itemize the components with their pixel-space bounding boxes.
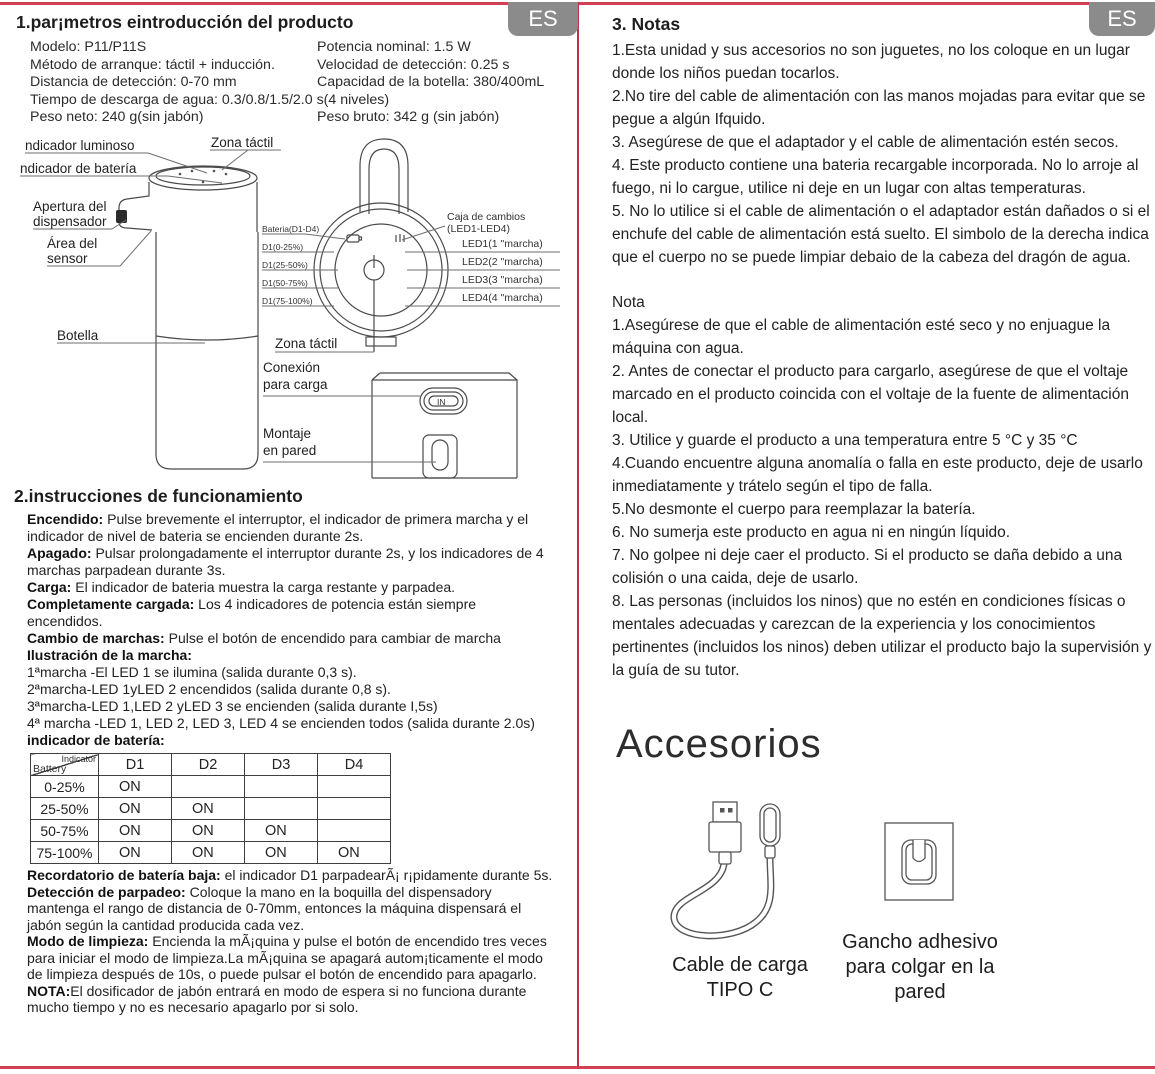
label-conexion-2: para carga bbox=[263, 377, 328, 392]
nota-item: 3. Asegúrese de que el adaptador y el cable de alimentación estén secos. bbox=[612, 134, 1119, 151]
spec-row bbox=[30, 74, 570, 92]
row-label: 75-100% bbox=[31, 842, 99, 864]
label-caja-2: (LED1-LED4) bbox=[447, 223, 511, 235]
instruction-lead: Apagado: bbox=[27, 545, 92, 561]
instruction-text: Pulsar prolongadamente el interruptor durante 2s, y los indicadores de 4 marchas parpadean durante 3s. bbox=[27, 545, 544, 578]
nota-item: 6. No sumerja este producto en agua ni en ningún líquido. bbox=[612, 524, 1011, 541]
table-row bbox=[31, 842, 391, 864]
language-tab-right: ES bbox=[1089, 2, 1155, 36]
label-d1-50-75: D1(50-75%) bbox=[262, 278, 308, 288]
note-modo-limpieza bbox=[27, 933, 554, 983]
cell-value bbox=[318, 776, 391, 798]
battery-indicator-title bbox=[27, 732, 554, 749]
corner-battery-label: Battery bbox=[33, 763, 67, 775]
label-area-1: Área del bbox=[47, 236, 98, 251]
note-text: Coloque la mano en la boquilla del dispensadory mantenga el rango de distancia de 0-70mm, entonces la máquina dispensará el jabón según la cantidad producida cada vez. bbox=[27, 883, 522, 933]
label-d1-25-50: D1(25-50%) bbox=[262, 260, 308, 270]
note-text: Encienda la mÃ¡quina y pulse el botón de encendido tres veces para iniciar el modo de limpieza.La mÃ¡quina se apagará autom¡ticamente el modo de limpieza después de 10s, o puede pulsar el botón de encendido para apagarlo. bbox=[27, 933, 547, 982]
cell-value bbox=[172, 776, 245, 798]
label-botella: Botella bbox=[57, 328, 99, 343]
cell-value bbox=[318, 798, 391, 820]
label-apertura-2: dispensador bbox=[33, 214, 107, 229]
instruction-completamente bbox=[27, 596, 554, 630]
instruction-lead: Carga: bbox=[27, 579, 72, 595]
cell-value bbox=[318, 820, 391, 842]
cell-value bbox=[245, 776, 318, 798]
gear-line-3: 3ªmarcha-LED 1,LED 2 yLED 3 se encienden (salida durante I,5s) bbox=[27, 698, 438, 714]
spec-capacidad: Capacidad de la botella: 380/400mL bbox=[317, 74, 545, 90]
label-bateria-d1d4: Bateria(D1-D4) bbox=[262, 224, 320, 234]
instruction-cambio bbox=[27, 630, 554, 647]
right-column bbox=[596, 0, 1155, 1074]
nota-subtitle: Nota bbox=[612, 294, 645, 311]
row-label: 25-50% bbox=[31, 798, 99, 820]
col-header-d4: D4 bbox=[318, 754, 391, 776]
label-apertura-1: Apertura del bbox=[33, 199, 107, 214]
hook-caption-line1: Gancho adhesivo bbox=[842, 931, 998, 953]
instruction-lead: Completamente cargada: bbox=[27, 596, 195, 612]
label-indicador-bateria: ndicador de batería bbox=[20, 161, 137, 176]
battery-indicator-table bbox=[30, 753, 391, 864]
cell-value bbox=[245, 798, 318, 820]
spec-row bbox=[30, 39, 570, 57]
section2 bbox=[14, 486, 570, 1016]
note-lead: Detección de parpadeo: bbox=[27, 883, 186, 900]
col-header-d3: D3 bbox=[245, 754, 318, 776]
spec-peso-bruto: Peso bruto: 342 g (sin jabón) bbox=[317, 109, 500, 125]
hook-caption-line2: para colgar en la bbox=[845, 956, 995, 978]
note-lead: Recordatorio de batería baja: bbox=[27, 867, 221, 883]
accessories-line-art bbox=[636, 790, 1096, 950]
spec-potencia: Potencia nominal: 1.5 W bbox=[317, 39, 471, 55]
instruction-text: Pulse brevemente el interruptor, el indicador de primera marcha y el indicador de nivel de bateria se encienden durante 2s. bbox=[27, 511, 529, 544]
nota-item: 5. No lo utilice si el cable de alimentación o el adaptador están dañados o si el enchufe del cable de alimentación está suelto. El simbolo de la derecha indica que el cuerpo no se puede limpiar debaio de la cabeza del dragón de agua. bbox=[612, 203, 1150, 266]
note-lead: Modo de limpieza: bbox=[27, 933, 149, 949]
accessories-title: Accesorios bbox=[616, 722, 822, 766]
note-text: el indicador D1 parpadearÃ¡ r¡pidamente durante 5s. bbox=[220, 867, 553, 883]
nota-item: 1.Asegúrese de que el cable de alimentación esté seco y no enjuague la máquina con agua. bbox=[612, 317, 1111, 357]
spec-peso-neto: Peso neto: 240 g(sin jabón) bbox=[30, 109, 204, 125]
ilustracion-title-text: Ilustración de la marcha: bbox=[27, 647, 192, 663]
cable-caption-line2: TIPO C bbox=[706, 979, 774, 1001]
gear-line-2: 2ªmarcha-LED 1yLED 2 encendidos (salida durante 0,8 s). bbox=[27, 681, 391, 697]
cell-value: ON bbox=[245, 842, 318, 864]
table-row bbox=[31, 820, 391, 842]
note-nota bbox=[27, 983, 554, 1016]
label-d1-75-100: D1(75-100%) bbox=[262, 296, 313, 306]
note-deteccion bbox=[27, 884, 554, 934]
label-led1: LED1(1 "marcha) bbox=[462, 238, 543, 250]
label-led3: LED3(3 "marcha) bbox=[462, 274, 543, 286]
nota-item: 2. Antes de conectar el producto para cargarlo, asegúrese de que el voltaje marcado en el producto coincida con el voltaje de la fuente de alimentación local. bbox=[612, 363, 1129, 426]
label-conexion-1: Conexión bbox=[263, 360, 321, 375]
cell-value: ON bbox=[99, 842, 172, 864]
cell-value: ON bbox=[172, 842, 245, 864]
section2-title: 2.instrucciones de funcionamiento bbox=[14, 486, 303, 506]
corner-indicator-label: Indicator bbox=[61, 754, 96, 764]
note-lead: NOTA: bbox=[27, 982, 71, 999]
instruction-text: El indicador de bateria muestra la carga restante y parpadea. bbox=[71, 579, 456, 595]
row-label: 50-75% bbox=[31, 820, 99, 842]
cell-value: ON bbox=[172, 798, 245, 820]
spec-distancia: Distancia de detección: 0-70 mm bbox=[30, 74, 237, 90]
nota-item: 4. Este producto contiene una bateria recargable incorporada. No lo arroje al fuego, ni lo cargue, utilice ni deje en un lugar con altas temperaturas. bbox=[612, 157, 1139, 197]
cell-value: ON bbox=[99, 798, 172, 820]
hook-caption-line3: pared bbox=[894, 981, 946, 1003]
col-header-d1: D1 bbox=[99, 754, 172, 776]
nota-item: 3. Utilice y guarde el producto a una temperatura entre 5 °C y 35 °C bbox=[612, 432, 1078, 449]
cell-value: ON bbox=[99, 820, 172, 842]
note-text: El dosificador de jabón entrará en modo de espera si no funciona durante mucho tiempo y no es necesario apagarlo por si solo. bbox=[27, 982, 527, 1015]
nota-item: 2.No tire del cable de alimentación con las manos mojadas para evitar que se pegue a algún Ifquido. bbox=[612, 88, 1146, 128]
spec-modelo: Modelo: P11/P11S bbox=[30, 39, 147, 55]
cell-value: ON bbox=[318, 842, 391, 864]
cell-value: ON bbox=[245, 820, 318, 842]
spec-tiempo: Tiempo de descarga de agua: 0.3/0.8/1.5/2.0 s(4 niveles) bbox=[30, 91, 390, 108]
instruction-apagado bbox=[27, 545, 554, 579]
instruction-text: Pulse el botón de encendido para cambiar de marcha bbox=[164, 630, 501, 646]
section3 bbox=[612, 14, 1155, 682]
label-zona-tactil-bottom: Zona táctil bbox=[275, 336, 338, 351]
instruction-lead: Encendido: bbox=[27, 511, 104, 527]
gear-line-1: 1ªmarcha -El LED 1 se ilumina (salida durante 0,3 s). bbox=[27, 664, 357, 680]
nota-item: 1.Esta unidad y sus accesorios no son juguetes, no los coloque en un lugar donde los niños puedan tocarlos. bbox=[612, 42, 1130, 82]
instruction-text: Los 4 indicadores de potencia están siempre encendidos. bbox=[27, 596, 477, 629]
instruction-carga bbox=[27, 579, 554, 596]
table-header-row bbox=[31, 754, 391, 776]
table-corner-cell bbox=[31, 754, 99, 776]
charge-port-in-label: IN bbox=[437, 397, 446, 407]
note-recordatorio bbox=[27, 867, 554, 884]
label-montaje-2: en pared bbox=[263, 443, 317, 458]
label-d1-0-25: D1(0-25%) bbox=[262, 242, 304, 252]
nota-item: 4.Cuando encuentre alguna anomalía o falla en este producto, deje de usarlo inmediatamente y trátelo según el tipo de falla. bbox=[612, 455, 1143, 495]
label-area-2: sensor bbox=[47, 251, 88, 266]
col-header-d2: D2 bbox=[172, 754, 245, 776]
nota-item: 5.No desmonte el cuerpo para reemplazar la batería. bbox=[612, 501, 976, 518]
ilustracion-title bbox=[27, 647, 554, 664]
section3-title: 3. Notas bbox=[612, 14, 681, 34]
battery-indicator-title-text: indicador de batería: bbox=[27, 732, 165, 748]
spec-row bbox=[30, 109, 570, 127]
label-zona-tactil-top: Zona táctil bbox=[211, 135, 274, 150]
language-tab-left: ES bbox=[508, 2, 578, 36]
gear-line-4: 4ª marcha -LED 1, LED 2, LED 3, LED 4 se encienden todos (salida durante 2.0s) bbox=[27, 715, 535, 731]
cell-value: ON bbox=[172, 820, 245, 842]
table-row bbox=[31, 798, 391, 820]
section1-title: 1.par¡metros eintroducción del producto bbox=[16, 12, 354, 32]
label-led2: LED2(2 "marcha) bbox=[462, 256, 543, 268]
instruction-encendido bbox=[27, 511, 554, 545]
instruction-lead: Cambio de marchas: bbox=[27, 630, 165, 646]
spec-arranque: Método de arranque: táctil + inducción. bbox=[30, 56, 275, 73]
cable-caption-line1: Cable de carga bbox=[672, 954, 808, 976]
product-diagram bbox=[0, 136, 578, 486]
label-indicador-luminoso: ndicador luminoso bbox=[25, 138, 135, 153]
label-caja-1: Caja de cambios bbox=[447, 211, 526, 223]
spec-row bbox=[30, 57, 570, 75]
spec-velocidad: Velocidad de detección: 0.25 s bbox=[317, 56, 510, 73]
spec-list bbox=[30, 39, 570, 127]
table-row bbox=[31, 776, 391, 798]
row-label: 0-25% bbox=[31, 776, 99, 798]
label-led4: LED4(4 "marcha) bbox=[462, 292, 543, 304]
hook-caption bbox=[800, 930, 1040, 1005]
cell-value: ON bbox=[99, 776, 172, 798]
nota-item: 7. No golpee ni deje caer el producto. Si el producto se daña debido a una colisión o una caida, deje de usarlo. bbox=[612, 547, 1123, 587]
nota-item: 8. Las personas (incluidos los ninos) que no estén en condiciones físicas o mentales adecuadas y carezcan de la experiencia y los conocimientos pertinentes (incluidos los ninos) deben utilizar el producto bajo la supervisión y la guía de su tutor. bbox=[612, 593, 1152, 679]
label-montaje-1: Montaje bbox=[263, 426, 312, 441]
